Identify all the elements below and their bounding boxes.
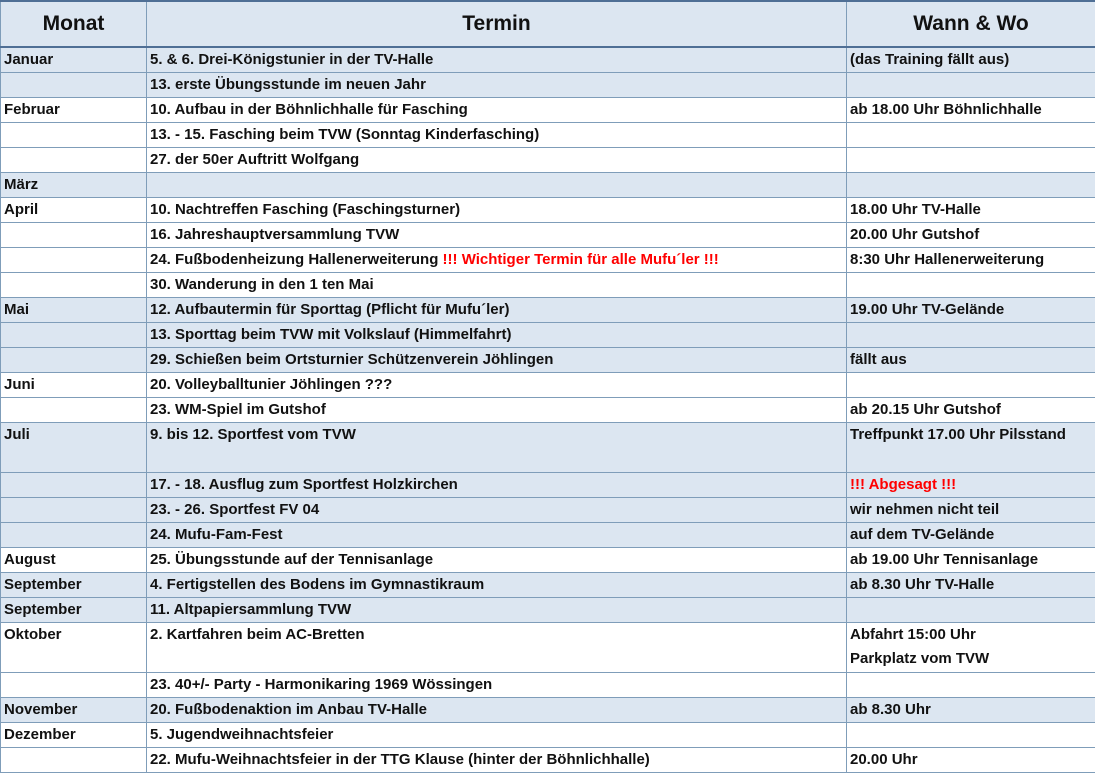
table-row: [1, 348, 1095, 373]
table-row: [1, 498, 1095, 523]
when-where-cell: [847, 273, 1095, 298]
event-cell: 13. - 15. Fasching beim TVW (Sonntag Kinderfasching): [147, 123, 847, 148]
event-cell: 10. Nachtreffen Fasching (Faschingsturner): [147, 198, 847, 223]
month-cell: [1, 223, 147, 248]
month-cell: November: [1, 698, 147, 723]
when-where-cell: 8:30 Uhr Hallenerweiterung: [847, 248, 1095, 273]
header-row: [1, 1, 1095, 47]
when-where-cell: [847, 148, 1095, 173]
when-where-cell: [847, 323, 1095, 348]
event-cell: 10. Aufbau in der Böhnlichhalle für Fasching: [147, 98, 847, 123]
month-cell: [1, 348, 147, 373]
month-cell: Februar: [1, 98, 147, 123]
month-cell: Januar: [1, 47, 147, 73]
when-where-cell: [847, 73, 1095, 98]
when-where-cell: ab 18.00 Uhr Böhnlichhalle: [847, 98, 1095, 123]
header-termin: Termin: [147, 1, 847, 47]
month-cell: [1, 148, 147, 173]
table-row: [1, 398, 1095, 423]
when-where-cell: [847, 598, 1095, 623]
event-cell: 5. & 6. Drei-Königstunier in der TV-Halle: [147, 47, 847, 73]
month-cell: August: [1, 548, 147, 573]
when-where-cell: [847, 723, 1095, 748]
month-cell: September: [1, 598, 147, 623]
table-row: [1, 373, 1095, 398]
month-cell: [1, 473, 147, 498]
event-cell: [147, 173, 847, 198]
cancelled-status: !!! Abgesagt !!!: [847, 473, 1095, 498]
event-cell: 23. WM-Spiel im Gutshof: [147, 398, 847, 423]
when-where-cell: 20.00 Uhr Gutshof: [847, 223, 1095, 248]
when-where-cell: [847, 373, 1095, 398]
when-where-cell: ab 8.30 Uhr: [847, 698, 1095, 723]
table-row: [1, 248, 1095, 273]
table-row: [1, 198, 1095, 223]
month-cell: Juni: [1, 373, 147, 398]
month-cell: Mai: [1, 298, 147, 323]
table-row: [1, 573, 1095, 598]
when-where-cell: [847, 673, 1095, 698]
event-cell: 25. Übungsstunde auf der Tennisanlage: [147, 548, 847, 573]
event-cell: 13. erste Übungsstunde im neuen Jahr: [147, 73, 847, 98]
table-row: [1, 673, 1095, 698]
important-alert: !!! Wichtiger Termin für alle Mufu´ler !!!: [443, 251, 719, 268]
table-row: [1, 748, 1095, 773]
event-cell: 27. der 50er Auftritt Wolfgang: [147, 148, 847, 173]
month-cell: [1, 748, 147, 773]
header-monat: Monat: [1, 1, 147, 47]
event-cell: 5. Jugendweihnachtsfeier: [147, 723, 847, 748]
event-cell: 16. Jahreshauptversammlung TVW: [147, 223, 847, 248]
month-cell: [1, 273, 147, 298]
month-cell: [1, 73, 147, 98]
when-where-cell: 19.00 Uhr TV-Gelände: [847, 298, 1095, 323]
table-row: [1, 473, 1095, 498]
when-where-cell: ab 8.30 Uhr TV-Halle: [847, 573, 1095, 598]
table-row: [1, 598, 1095, 623]
when-where-cell: Treffpunkt 17.00 Uhr Pilsstand: [847, 423, 1095, 473]
event-cell: 17. - 18. Ausflug zum Sportfest Holzkirchen: [147, 473, 847, 498]
table-row: [1, 223, 1095, 248]
month-cell: [1, 673, 147, 698]
event-cell: 20. Fußbodenaktion im Anbau TV-Halle: [147, 698, 847, 723]
month-cell: Dezember: [1, 723, 147, 748]
when-where-cell: 18.00 Uhr TV-Halle: [847, 198, 1095, 223]
event-cell: 29. Schießen beim Ortsturnier Schützenverein Jöhlingen: [147, 348, 847, 373]
when-where-cell: [847, 173, 1095, 198]
when-where-cell: auf dem TV-Gelände: [847, 523, 1095, 548]
when-where-cell: 20.00 Uhr: [847, 748, 1095, 773]
table-row: [1, 73, 1095, 98]
table-row: [1, 273, 1095, 298]
event-cell: 9. bis 12. Sportfest vom TVW: [147, 423, 847, 473]
table-row: [1, 698, 1095, 723]
event-cell: 22. Mufu-Weihnachtsfeier in der TTG Klause (hinter der Böhnlichhalle): [147, 748, 847, 773]
when-where-cell: (das Training fällt aus): [847, 47, 1095, 73]
table-row: [1, 47, 1095, 73]
event-cell: 20. Volleyballtunier Jöhlingen ???: [147, 373, 847, 398]
event-text: 24. Fußbodenheizung Hallenerweiterung: [150, 251, 438, 268]
month-cell: September: [1, 573, 147, 598]
month-cell: [1, 398, 147, 423]
month-cell: März: [1, 173, 147, 198]
table-row: [1, 723, 1095, 748]
when-where-cell: [847, 123, 1095, 148]
event-cell: 30. Wanderung in den 1 ten Mai: [147, 273, 847, 298]
table-row: [1, 298, 1095, 323]
table-row: [1, 423, 1095, 473]
event-cell: 12. Aufbautermin für Sporttag (Pflicht für Mufu´ler): [147, 298, 847, 323]
table-row: [1, 123, 1095, 148]
month-cell: Juli: [1, 423, 147, 473]
table-row: [1, 148, 1095, 173]
table-row: [1, 323, 1095, 348]
table-row: [1, 548, 1095, 573]
month-cell: Oktober: [1, 623, 147, 673]
when-where-cell: ab 20.15 Uhr Gutshof: [847, 398, 1095, 423]
month-cell: [1, 323, 147, 348]
event-cell: 11. Altpapiersammlung TVW: [147, 598, 847, 623]
table-row: [1, 523, 1095, 548]
table-row: [1, 98, 1095, 123]
event-cell: 23. 40+/- Party - Harmonikaring 1969 Wössingen: [147, 673, 847, 698]
table-row: [1, 173, 1095, 198]
event-cell: 24. Mufu-Fam-Fest: [147, 523, 847, 548]
when-where-cell: wir nehmen nicht teil: [847, 498, 1095, 523]
event-cell: 13. Sporttag beim TVW mit Volkslauf (Himmelfahrt): [147, 323, 847, 348]
month-cell: [1, 123, 147, 148]
month-cell: [1, 523, 147, 548]
month-cell: [1, 248, 147, 273]
table-row: [1, 623, 1095, 673]
event-cell: 4. Fertigstellen des Bodens im Gymnastikraum: [147, 573, 847, 598]
when-where-cell: [847, 623, 1095, 673]
event-cell: 2. Kartfahren beim AC-Bretten: [147, 623, 847, 673]
when-where-line: Parkplatz vom TVW: [850, 647, 1092, 671]
when-where-cell: fällt aus: [847, 348, 1095, 373]
month-cell: April: [1, 198, 147, 223]
event-cell: 23. - 26. Sportfest FV 04: [147, 498, 847, 523]
event-cell: [147, 248, 847, 273]
month-cell: [1, 498, 147, 523]
header-wann-wo: Wann & Wo: [847, 1, 1095, 47]
when-where-line: Abfahrt 15:00 Uhr: [850, 623, 1092, 647]
when-where-cell: ab 19.00 Uhr Tennisanlage: [847, 548, 1095, 573]
